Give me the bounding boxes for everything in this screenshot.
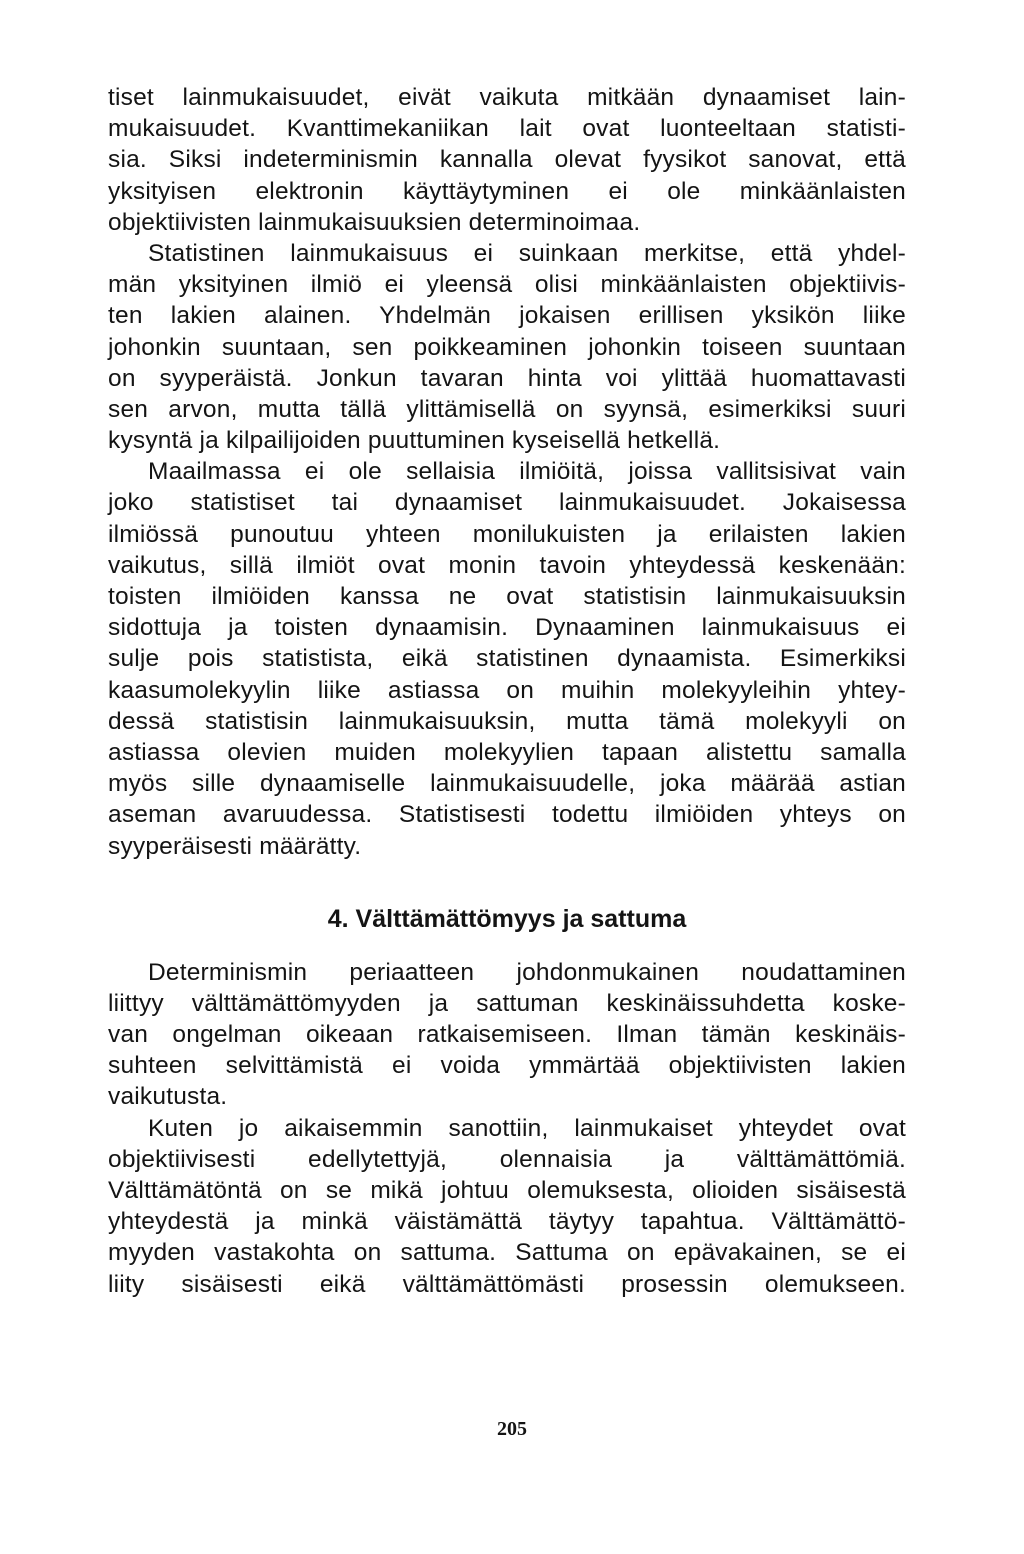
text-line: sulje pois statistista, eikä statistinen dynaamista. Esimerkiksi [108, 645, 906, 673]
text-line: tiset lainmukaisuudet, eivät vaikuta mitkään dynaamiset lain- [108, 84, 906, 111]
text-line: män yksityinen ilmiö ei yleensä olisi minkäänlaisten objektiivis- [108, 271, 906, 299]
text-line: Välttämätöntä on se mikä johtuu olemuksesta, olioiden sisäisestä [108, 1177, 906, 1204]
text-line: objektiivisten lainmukaisuuksien determinoimaa. [108, 208, 641, 236]
text-line: Maailmassa ei ole sellaisia ilmiöitä, joissa vallitsisivat vain [148, 458, 906, 486]
text-line: dessä statistisin lainmukaisuuksin, mutta tämä molekyyli on [108, 707, 906, 735]
section-heading: 4. Välttämättömyys ja sattuma [327, 904, 687, 933]
paragraph [108, 238, 906, 456]
text-line: objektiivisesti edellytettyjä, olennaisia ja välttämättömiä. [108, 1145, 906, 1173]
paragraph [108, 456, 906, 861]
text-line: vaikutusta. [108, 1083, 228, 1111]
paragraph [108, 82, 906, 238]
paragraph [108, 1113, 906, 1300]
text-line: myös sille dynaamiselle lainmukaisuudelle, joka määrää astian [108, 770, 906, 798]
text-line: on syyperäistä. Jonkun tavaran hinta voi ylittää huomattavasti [108, 364, 906, 392]
text-line: vaikutus, sillä ilmiöt ovat monin tavoin yhteydessä keskenään: [108, 551, 906, 579]
text-line: astiassa olevien muiden molekyylien tapaan alistettu samalla [108, 738, 906, 766]
text-line: Statistinen lainmukaisuus ei suinkaan merkitse, että yhdel- [148, 239, 906, 267]
text-line: liity sisäisesti eikä välttämättömästi prosessin olemukseen. [108, 1270, 906, 1298]
text-line: aseman avaruudessa. Statistisesti todettu ilmiöiden yhteys on [108, 801, 906, 829]
text-line: mukaisuudet. Kvanttimekaniikan lait ovat luonteeltaan statisti- [108, 115, 906, 143]
page-body [108, 82, 906, 1300]
text-line: syyperäisesti määrätty. [108, 832, 362, 860]
text-line: toisten ilmiöiden kanssa ne ovat statistisin lainmukaisuuksin [108, 583, 906, 610]
text-line: johonkin suuntaan, sen poikkeaminen johonkin toiseen suuntaan [108, 333, 906, 361]
text-line: yhteydestä ja minkä väistämättä täytyy tapahtua. Välttämättö- [108, 1208, 906, 1236]
text-line: myyden vastakohta on sattuma. Sattuma on epävakainen, se ei [108, 1239, 906, 1267]
text-line: sidottuja ja toisten dynaamisin. Dynaaminen lainmukaisuus ei [108, 614, 906, 642]
text-line: van ongelman oikeaan ratkaisemiseen. Ilman tämän keskinäis- [108, 1021, 906, 1049]
text-line: ilmiössä punoutuu yhteen monilukuisten ja erilaisten lakien [108, 520, 906, 548]
text-line: Determinismin periaatteen johdonmukainen noudattaminen [148, 958, 906, 986]
text-line: kysyntä ja kilpailijoiden puuttuminen kyseisellä hetkellä. [108, 427, 721, 455]
page-number: 205 [497, 1418, 527, 1440]
text-line: ten lakien alainen. Yhdelmän jokaisen erillisen yksikön liike [108, 302, 906, 330]
text-line: Kuten jo aikaisemmin sanottiin, lainmukaiset yhteydet ovat [148, 1114, 906, 1142]
text-line: suhteen selvittämistä ei voida ymmärtää objektiivisten lakien [108, 1052, 906, 1080]
text-line: sen arvon, mutta tällä ylittämisellä on syynsä, esimerkiksi suuri [108, 395, 906, 423]
paragraph [108, 957, 906, 1113]
text-line: joko statistiset tai dynaamiset lainmukaisuudet. Jokaisessa [108, 489, 906, 517]
text-line: sia. Siksi indeterminismin kannalla olevat fyysikot sanovat, että [108, 146, 906, 174]
text-line: yksityisen elektronin käyttäytyminen ei ole minkäänlaisten [108, 177, 906, 205]
text-line: kaasumolekyylin liike astiassa on muihin molekyyleihin yhtey- [108, 676, 906, 704]
text-line: liittyy välttämättömyyden ja sattuman keskinäissuhdetta koske- [108, 989, 906, 1017]
